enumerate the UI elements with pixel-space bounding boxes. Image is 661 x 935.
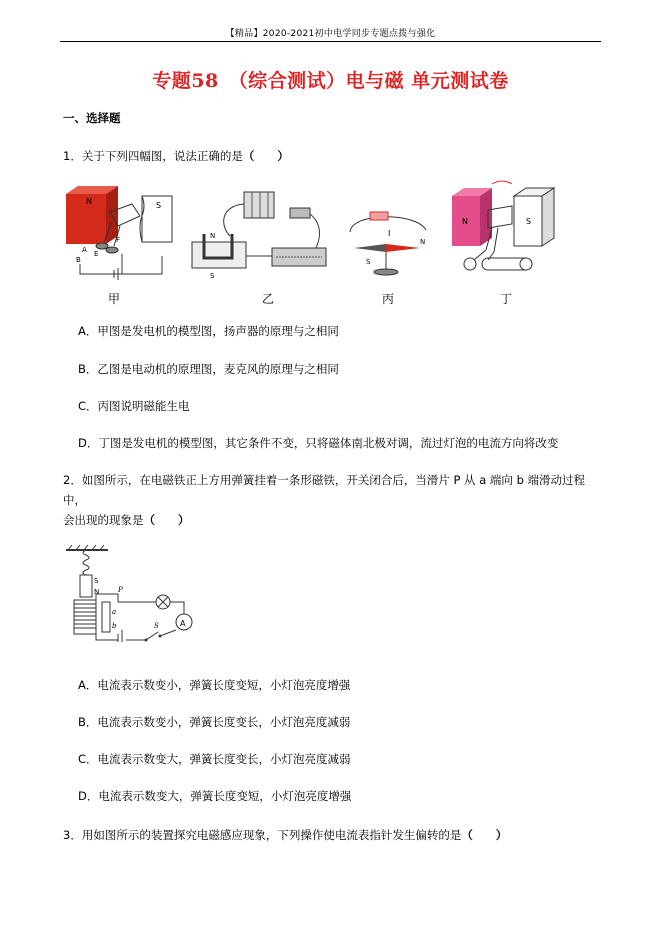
label-n: N	[210, 232, 216, 240]
caption-yi: 乙	[261, 292, 274, 306]
question-3-text: 3．用如图所示的装置探究电磁感应现象，下列操作使电流表指针发生偏转的是	[63, 828, 462, 842]
rotation-arrow-icon	[492, 181, 512, 184]
figure-yi-motor	[190, 186, 330, 282]
battery	[244, 192, 274, 218]
question-2-line2	[63, 510, 603, 530]
caption-ding: 丁	[499, 292, 512, 306]
q2-option-d: D．电流表示数变大，弹簧长度变短，小灯泡亮度增强	[78, 789, 352, 803]
slider-label-p: P	[118, 586, 123, 594]
section-heading: 一、选择题	[63, 111, 121, 125]
label-e: E	[94, 250, 99, 258]
q1-option-d: D．丁图是发电机的模型图，其它条件不变，只将磁体南北极对调，流过灯泡的电流方向将改变	[78, 436, 559, 450]
q2-option-c: C．电流表示数变大，弹簧长度变长，小灯泡亮度减弱	[78, 752, 351, 766]
resistor	[370, 212, 388, 220]
question-2-line1: 2．如图所示，在电磁铁正上方用弹簧挂着一条形磁铁，开关闭合后，当滑片 P 从 a 端向 b 端滑动过程中，	[63, 473, 586, 507]
figure-bing-oersted	[346, 206, 432, 282]
magnet-label-s: S	[94, 577, 99, 585]
page-title: 专题58 （综合测试）电与磁 单元测试卷	[152, 70, 509, 92]
magnet-label-n: N	[94, 588, 100, 596]
switch	[290, 208, 310, 218]
figure-ding-generator	[448, 180, 558, 282]
q1-option-a: A．甲图是发电机的模型图，扬声器的原理与之相同	[78, 324, 339, 338]
horseshoe-magnet	[192, 242, 246, 268]
electromagnet	[74, 600, 96, 634]
rheostat	[102, 602, 110, 632]
label-n: N	[420, 238, 426, 246]
label-b: B	[76, 256, 81, 264]
q2-option-a: A．电流表示数变小，弹簧长度变短，小灯泡亮度增强	[78, 678, 351, 692]
q2-option-b: B．电流表示数变小，弹簧长度变长，小灯泡亮度减弱	[78, 715, 351, 729]
answer-blank: （ ）	[143, 513, 190, 527]
label-f: F	[116, 236, 121, 244]
page-header: 【精品】2020-2021初中电学同步专题点拨与强化	[225, 29, 436, 39]
label-s: S	[210, 272, 215, 280]
answer-blank: （ ）	[242, 149, 289, 163]
question-1-stem	[63, 146, 603, 166]
label-s: S	[526, 217, 532, 226]
question-2-stem	[63, 470, 603, 530]
label-a: A	[82, 246, 87, 254]
bar-magnet	[80, 575, 92, 597]
label-n: N	[86, 197, 92, 206]
caption-jia: 甲	[107, 292, 120, 306]
ammeter-label: A	[180, 619, 186, 628]
answer-blank: （ ）	[461, 828, 508, 842]
label-i: I	[388, 229, 391, 238]
caption-bing: 丙	[381, 292, 394, 306]
label-n: N	[462, 217, 468, 226]
spring	[83, 550, 89, 575]
figure-jia-generator	[62, 182, 177, 282]
end-label-b: b	[112, 622, 117, 630]
question-3-stem	[63, 825, 603, 845]
q1-option-c: C．丙图说明磁能生电	[78, 399, 190, 413]
question-1-text: 1．关于下列四幅图，说法正确的是	[63, 149, 243, 163]
switch-label: S	[154, 622, 159, 630]
end-label-a: a	[112, 608, 117, 616]
question-2-line2-text: 会出现的现象是	[63, 513, 144, 527]
compass-needle	[386, 244, 420, 252]
figure-electromagnet-circuit	[60, 542, 210, 642]
label-s: S	[156, 201, 162, 210]
label-s: S	[366, 258, 371, 266]
q1-option-b: B．乙图是电动机的原理图，麦克风的原理与之相同	[78, 362, 339, 376]
header-divider	[60, 41, 601, 42]
